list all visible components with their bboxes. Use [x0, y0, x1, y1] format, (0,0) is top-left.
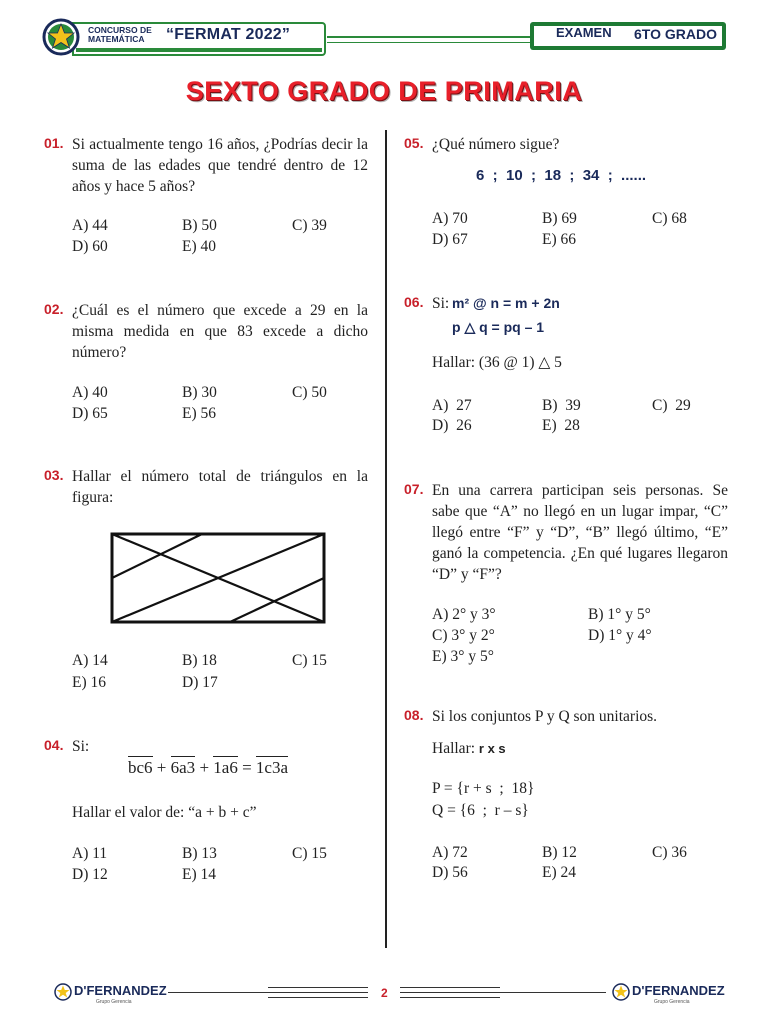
overline-equation: [128, 758, 288, 778]
header-concurso-label: CONCURSO DE MATEMÁTICA: [88, 25, 152, 44]
option-b: B) 13: [182, 845, 217, 862]
operation-rule-2: p △ q = pq – 1: [452, 319, 545, 335]
question-intro: Si:: [72, 738, 90, 755]
question-text: Si actualmente tengo 16 años, ¿Podrías decir la suma de las edades que tendré dentro de 12 años y hace 5 años?: [72, 136, 368, 195]
option-d: D) 65: [72, 405, 108, 422]
option-d: D) 56: [432, 864, 468, 881]
option-e: E) 3° y 5°: [432, 648, 494, 665]
equation-equals: =: [242, 758, 252, 777]
option-c: C) 50: [292, 384, 327, 401]
option-a: A) 2° y 3°: [432, 606, 496, 623]
option-b: B) 1° y 5°: [588, 606, 651, 623]
option-e: E) 56: [182, 405, 217, 422]
option-e: E) 14: [182, 866, 217, 883]
set-p: P = {r + s ; 18}: [432, 780, 535, 797]
option-d: D) 17: [182, 674, 218, 691]
footer-brand-sub: Grupo Gerencia: [654, 999, 690, 1005]
question-text: ¿Qué número sigue?: [432, 136, 560, 153]
question-number: 08.: [404, 707, 424, 723]
question-number: 05.: [404, 135, 424, 151]
equation-term-3: 1a6: [213, 758, 238, 777]
equation-term-4: 1c3a: [255, 758, 289, 777]
header-fermat-title: “FERMAT 2022”: [166, 26, 291, 43]
operation-rule-1: m² @ n = m + 2n: [452, 295, 560, 311]
header-exam-badge: [530, 22, 726, 50]
question-intro: Si:: [432, 295, 450, 312]
option-d: D) 67: [432, 231, 468, 248]
question-number: 02.: [44, 301, 64, 317]
option-d: D) 60: [72, 238, 108, 255]
question-text: Hallar el número total de triángulos en la figura:: [72, 468, 368, 506]
equation-plus-1: +: [156, 758, 167, 777]
option-c: C) 29: [652, 397, 691, 414]
question-number: 06.: [404, 294, 424, 310]
footer-brand-name: D'FERNANDEZ: [632, 983, 725, 998]
number-sequence: 6 ; 10 ; 18 ; 34 ; ......: [476, 167, 647, 184]
option-a: A) 70: [432, 210, 468, 227]
option-d: D) 1° y 4°: [588, 627, 652, 644]
option-b: B) 30: [182, 384, 217, 401]
footer-logo-right: [612, 982, 725, 1008]
footer-logo-left: [54, 982, 167, 1008]
star-logo-icon: [612, 983, 630, 1001]
option-e: E) 40: [182, 238, 217, 255]
option-a: A) 72: [432, 844, 468, 861]
option-b: B) 18: [182, 652, 217, 669]
option-d: D) 26: [432, 417, 472, 434]
question-text: Hallar: (36 @ 1) △ 5: [432, 354, 562, 371]
question-number: 01.: [44, 135, 64, 151]
option-a: A) 40: [72, 384, 108, 401]
find-instruction: [432, 738, 506, 759]
header-rule-thin: [327, 42, 532, 43]
option-e: E) 16: [72, 674, 107, 691]
star-logo-icon: [42, 18, 80, 56]
option-a: A) 11: [72, 845, 108, 862]
option-e: E) 66: [542, 231, 577, 248]
option-e: E) 28: [542, 417, 580, 434]
question-number: 07.: [404, 481, 424, 497]
option-c: C) 36: [652, 844, 687, 861]
option-b: B) 39: [542, 397, 581, 414]
triangle-figure: [110, 532, 326, 624]
question-text: En una carrera participan seis personas. Se sabe que “A” no llegó en un lugar impar, “C” llegó entre “F” y “D”, “B” llegó último, “E” ganó la competencia. ¿En qué lugares llegaron “D” y “F”?: [432, 482, 728, 583]
option-b: B) 50: [182, 217, 217, 234]
header-examen-label: EXAMEN: [556, 25, 612, 40]
option-a: A) 14: [72, 652, 108, 669]
header-contest-banner: [42, 18, 327, 56]
footer-brand-sub: Grupo Gerencia: [96, 999, 132, 1005]
find-label: Hallar:: [432, 740, 476, 757]
option-a: A) 27: [432, 397, 472, 414]
question-text: ¿Cuál es el número que excede a 29 en la misma medida en que 83 excede a dicho número?: [72, 302, 368, 361]
column-divider: [385, 130, 387, 948]
option-b: B) 12: [542, 844, 577, 861]
option-c: C) 15: [292, 652, 327, 669]
option-a: A) 44: [72, 217, 108, 234]
footer-rule-right-bars: [400, 987, 500, 998]
option-c: C) 39: [292, 217, 327, 234]
page-number: 2: [381, 986, 388, 1000]
option-c: C) 15: [292, 845, 327, 862]
option-b: B) 69: [542, 210, 577, 227]
option-c: C) 3° y 2°: [432, 627, 495, 644]
header-rule: [327, 36, 532, 38]
question-number: 04.: [44, 737, 64, 753]
footer-brand-name: D'FERNANDEZ: [74, 983, 167, 998]
page-title: SEXTO GRADO DE PRIMARIA: [185, 76, 583, 106]
option-c: C) 68: [652, 210, 687, 227]
option-e: E) 24: [542, 864, 577, 881]
question-text: Hallar el valor de: “a + b + c”: [72, 804, 257, 821]
set-q: Q = {6 ; r – s}: [432, 802, 529, 819]
star-logo-icon: [54, 983, 72, 1001]
header-grado-label: 6TO GRADO: [634, 26, 717, 42]
footer-rule-left-bars: [268, 987, 368, 998]
equation-term-2: 6a3: [170, 758, 196, 777]
equation-plus-2: +: [199, 758, 210, 777]
question-number: 03.: [44, 467, 64, 483]
find-expression: r x s: [478, 741, 506, 756]
equation-term-1: bc6: [128, 758, 153, 777]
option-d: D) 12: [72, 866, 108, 883]
question-text: Si los conjuntos P y Q son unitarios.: [432, 708, 658, 725]
